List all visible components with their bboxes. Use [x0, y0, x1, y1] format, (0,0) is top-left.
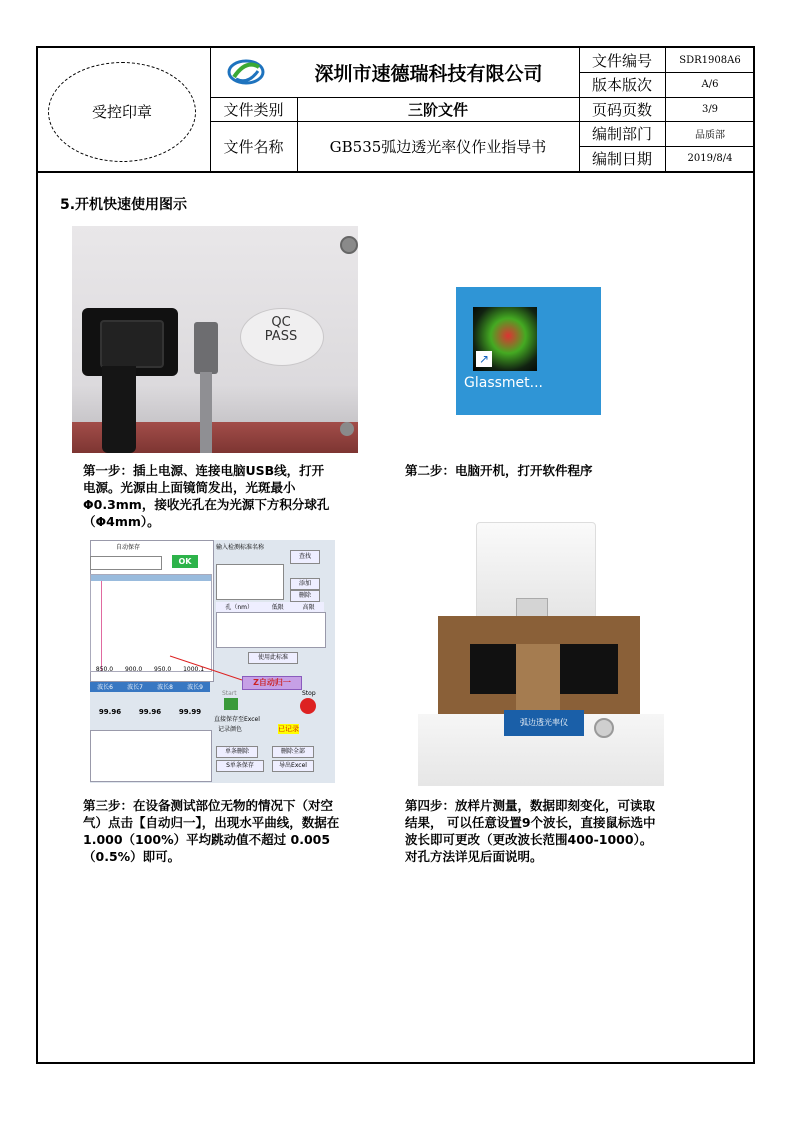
device-label: 弧边透光率仪 — [504, 710, 584, 736]
wave-label[interactable]: 波长8 — [157, 684, 173, 691]
step-2-text: 第二步：电脑开机，打开软件程序 — [405, 463, 593, 478]
single-delete-button[interactable]: 单条删除 — [216, 746, 258, 758]
field-value: SDR1908A6 — [679, 54, 741, 66]
doc-type-label: 文件类别 — [223, 100, 284, 119]
company-name: 深圳市速德瑞科技有限公司 — [314, 63, 543, 85]
document-header — [38, 48, 753, 173]
field-label: 编制日期 — [591, 150, 652, 168]
company-logo-icon — [226, 57, 266, 87]
reading-value: 99.96 — [98, 708, 122, 716]
use-standard-button[interactable]: 使用此标准 — [248, 652, 298, 664]
wave-label[interactable]: 波长6 — [97, 684, 113, 691]
wave-label[interactable]: 波长7 — [127, 684, 143, 691]
device-knob — [594, 718, 614, 738]
stop-label: Stop — [302, 690, 316, 697]
field-label: 页码页数 — [591, 100, 652, 119]
field-value: 3/9 — [701, 103, 719, 115]
desktop-icon-label[interactable]: Glassmet... — [464, 375, 543, 391]
shortcut-arrow-icon: ↗ — [476, 351, 492, 367]
record-color-label: 记录颜色 — [218, 726, 243, 733]
wave-label[interactable]: 波长9 — [187, 684, 203, 691]
step-4-text: 第四步：放样片测量，数据即刻变化，可读取结果， 可以任意设置9个波长，直接鼠标选中波长即可更改（更改波长范围400-1000）。对孔方法详见后面说明。 — [405, 798, 656, 864]
reading-value: 99.99 — [178, 708, 202, 716]
table-header: 高限 — [302, 604, 315, 611]
qc-text: QC — [271, 315, 291, 330]
start-label: Start — [222, 690, 237, 697]
pass-text: PASS — [264, 329, 298, 344]
delete-button[interactable]: 删除 — [290, 590, 320, 602]
auto-zero-button[interactable]: Z自动归一 — [242, 676, 302, 690]
stamp-label: 受控印章 — [91, 103, 152, 121]
single-save-button[interactable]: S单条保存 — [216, 760, 264, 772]
axis-value: 850.0 — [95, 666, 114, 673]
find-button[interactable]: 查找 — [290, 550, 320, 564]
reading-value: 99.96 — [138, 708, 162, 716]
axis-value: 1000.1 — [183, 666, 205, 673]
std-name-label: 输入检测标准名称 — [216, 544, 265, 551]
doc-name-value: GB535弧边透光率仪作业指导书 — [329, 137, 547, 156]
step-1-text: 第一步：插上电源、连接电脑USB线，打开电源。光源由上面镜筒发出，光斑最小Φ0.3mm，接收光孔在为光源下方积分球孔（Φ4mm）。 — [83, 463, 330, 529]
field-label: 版本版次 — [591, 76, 652, 94]
step-3-text: 第三步：在设备测试部位无物的情况下（对空气）点击【自动归一】，出现水平曲线，数据在 1.000（100%）平均跳动值不超过 0.005（0.5%）即可。 — [83, 798, 340, 864]
field-value: A/6 — [701, 79, 719, 90]
save-excel-checkbox[interactable]: 直接保存至Excel — [214, 716, 260, 723]
table-header: 孔（nm） — [225, 604, 254, 611]
axis-value: 900.0 — [124, 666, 143, 673]
delete-all-button[interactable]: 删除全部 — [272, 746, 314, 758]
axis-value: 950.0 — [154, 666, 172, 673]
field-label: 文件编号 — [591, 51, 652, 70]
software-screenshot — [90, 540, 335, 783]
auto-save-checkbox[interactable]: 自动保存 — [116, 544, 141, 551]
desktop-screenshot — [456, 287, 601, 415]
field-value: 2019/8/4 — [687, 153, 733, 164]
back-panel-photo — [72, 226, 358, 453]
controlled-stamp — [48, 62, 196, 162]
qc-sticker-text — [240, 316, 322, 344]
section-title: 5.开机快速使用图示 — [60, 197, 188, 213]
red-arrow-icon — [90, 540, 335, 783]
ok-button[interactable]: OK — [172, 555, 198, 568]
doc-type-value: 三阶文件 — [407, 100, 468, 119]
add-button[interactable]: 添加 — [290, 578, 320, 590]
doc-name-label: 文件名称 — [223, 137, 284, 156]
recorded-badge: 已记录 — [278, 725, 299, 733]
device-photo — [418, 498, 664, 786]
export-excel-button[interactable]: 导出Excel — [272, 760, 314, 772]
field-value: 品质部 — [695, 130, 725, 141]
table-header: 低限 — [271, 604, 284, 611]
field-label: 编制部门 — [591, 125, 652, 143]
